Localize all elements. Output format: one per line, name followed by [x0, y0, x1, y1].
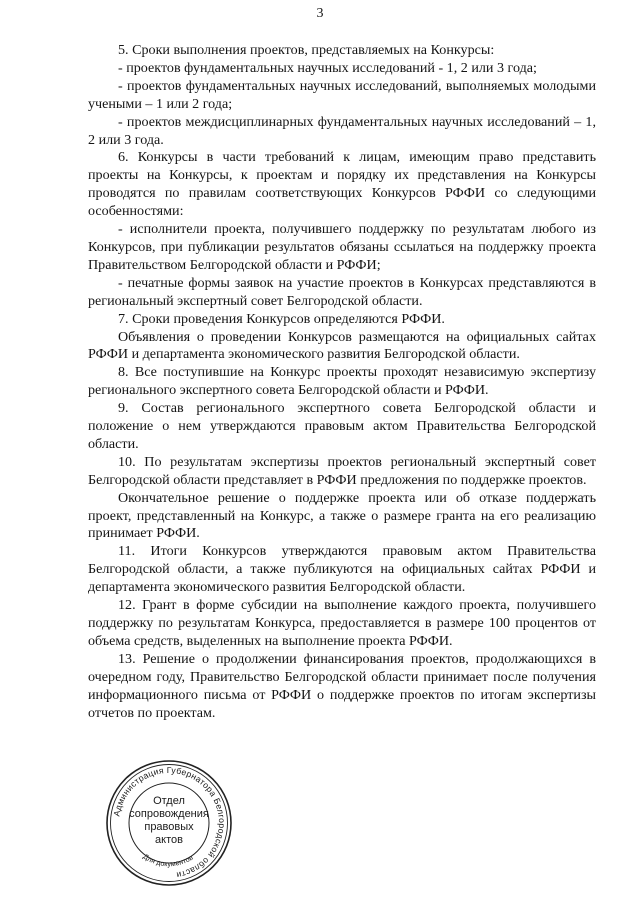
paragraph-12: 12. Грант в форме субсидии на выполнение каждого проекта, получившего поддержку по результатам Конкурса, предоставляется в размере 100 процентов от объема средств, выделенных на выполнение проекта РФФИ.	[88, 597, 596, 649]
official-stamp	[104, 758, 234, 888]
paragraph-5-item-c: - проектов междисциплинарных фундаментальных научных исследований – 1, 2 или 3 года.	[88, 113, 596, 148]
stamp-center-text	[104, 795, 234, 847]
stamp-line-1: Отдел	[153, 795, 185, 807]
paragraph-7-announcements: Объявления о проведении Конкурсов размещаются на официальных сайтах РФФИ и департамента экономического развития Белгородской области.	[88, 328, 596, 363]
stamp-ring-text: Администрация Губернатора Белгородской области	[111, 764, 228, 881]
stamp-line-4: актов	[155, 834, 183, 846]
page-number: 3	[316, 6, 324, 21]
paragraph-5-item-a: - проектов фундаментальных научных исследований - 1, 2 или 3 года;	[118, 59, 537, 76]
svg-text:Для документов	[142, 852, 195, 869]
paragraph-9: 9. Состав регионального экспертного совета Белгородской области и положение о нем утверждаются правовым актом Правительства Белгородской области.	[88, 400, 596, 452]
paragraph-6-item-a: - исполнители проекта, получившего поддержку по результатам любого из Конкурсов, при публикации результатов обязаны ссылаться на поддержку проекта Правительством Белгородской области и РФФИ;	[88, 221, 596, 273]
paragraph-6: 6. Конкурсы в части требований к лицам, имеющим право представить проекты на Конкурсы, к проектам и порядку их представления на Конкурсы проводятся по правилам соответствующих Конкурсов РФФИ со следующими особенностями:	[88, 149, 596, 220]
paragraph-5-item-b: - проектов фундаментальных научных исследований, выполняемых молодыми учеными – 1 или 2 года;	[88, 77, 596, 112]
paragraph-5: 5. Сроки выполнения проектов, представляемых на Конкурсы:	[118, 42, 495, 58]
paragraph-13: 13. Решение о продолжении финансирования проектов, продолжающихся в очередном году, Правительство Белгородской области принимает после получения информационного письма от РФФИ о поддержке проектов по итогам экспертизы отчетов по проектам.	[88, 650, 596, 721]
paragraph-8: 8. Все поступившие на Конкурс проекты проходят независимую экспертизу регионального экспертного совета Белгородской области и РФФИ.	[88, 364, 596, 399]
paragraph-10-final-decision: Окончательное решение о поддержке проекта или об отказе поддержать проект, представленный на Конкурс, а также о размере гранта на его реализацию принимает РФФИ.	[88, 489, 596, 542]
paragraph-6-item-b: - печатные формы заявок на участие проектов в Конкурсах представляются в региональный экспертный совет Белгородской области.	[88, 274, 596, 309]
document-body	[88, 42, 596, 722]
stamp-line-2: сопровождения	[129, 808, 209, 820]
paragraph-11: 11. Итоги Конкурсов утверждаются правовым актом Правительства Белгородской области, а также публикуются на официальных сайтах РФФИ и департамента экономического развития Белгородской области.	[88, 543, 596, 596]
stamp-bottom-text: Для документов	[141, 851, 195, 869]
paragraph-7: 7. Сроки проведения Конкурсов определяются РФФИ.	[118, 310, 445, 327]
paragraph-10: 10. По результатам экспертизы проектов региональный экспертный совет Белгородской области представляет в РФФИ предложения по поддержке проектов.	[88, 453, 596, 488]
stamp-line-3: правовых	[144, 821, 194, 833]
